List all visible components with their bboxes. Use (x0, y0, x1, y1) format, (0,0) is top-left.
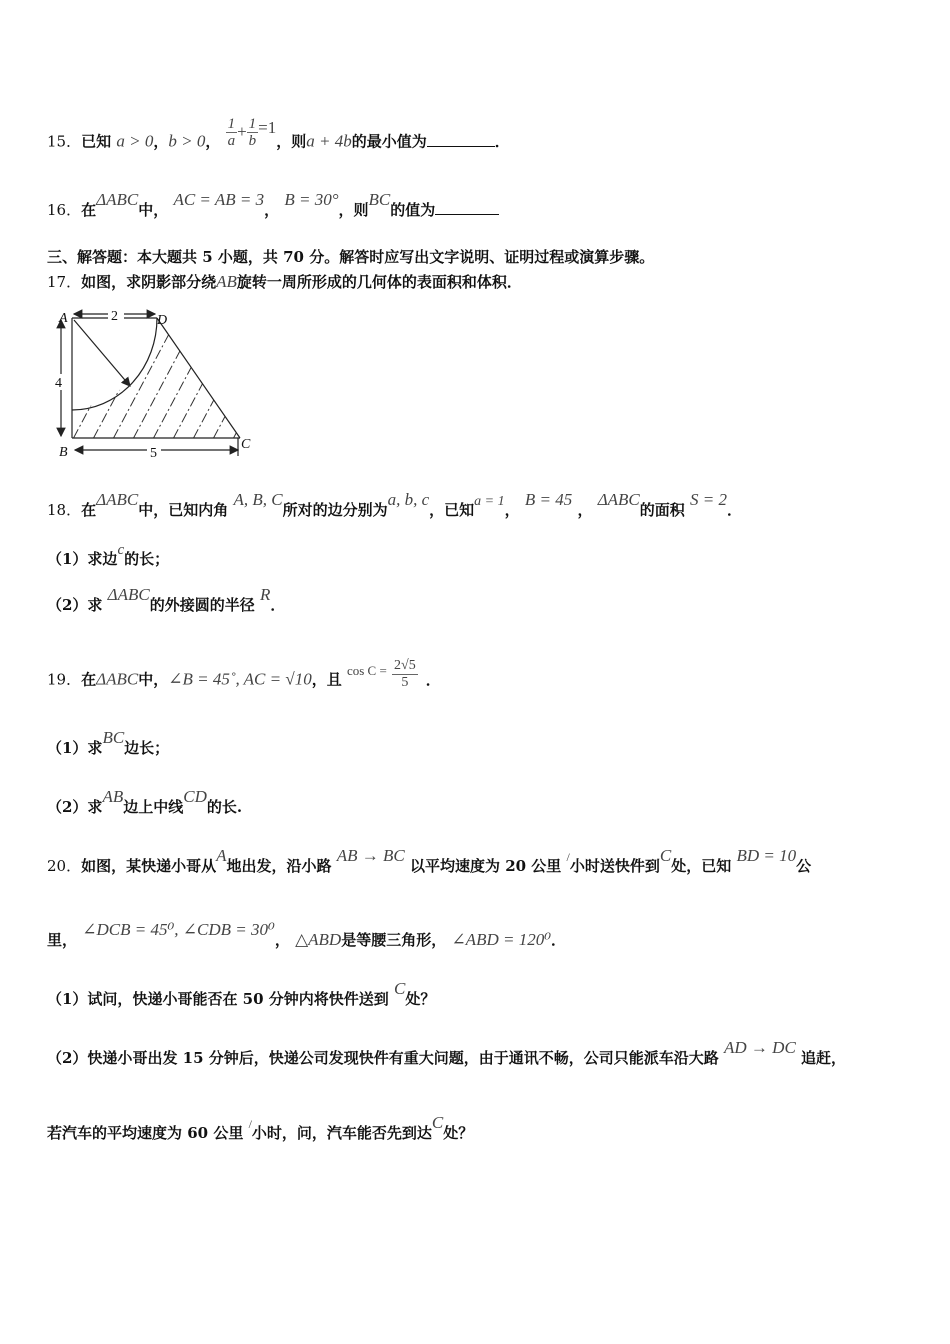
math: A, B, C (233, 490, 283, 509)
math: a, b, c (387, 490, 430, 509)
math: c (117, 542, 125, 558)
text: ， (577, 501, 593, 519)
label-C: C (241, 437, 251, 452)
math: ΔABC (96, 190, 139, 209)
text: 小时送快件到 (569, 857, 660, 875)
question-20-line-2 (47, 920, 567, 950)
text: 所对的边分别为 (282, 501, 388, 519)
text: 在 (81, 201, 97, 219)
math: b > 0 (168, 131, 206, 151)
radius-arrow (74, 320, 130, 386)
math: △ABD (295, 930, 342, 949)
text: 在 (81, 670, 97, 689)
text: 的外接圆的半径 (149, 596, 255, 614)
question-17-figure (45, 304, 260, 464)
text: ，已知 (429, 501, 475, 519)
text: 在 (81, 501, 97, 519)
math: a > 0 (116, 131, 154, 151)
text: ， (153, 132, 169, 151)
question-20-part-1 (47, 979, 436, 1009)
question-number: 17． (47, 273, 82, 291)
answer-blank[interactable] (435, 202, 499, 215)
math: C (431, 1113, 444, 1132)
math: + (237, 121, 247, 141)
text: ，且 (311, 670, 342, 689)
text: ， (205, 132, 221, 151)
text: 的最小值为 (351, 132, 427, 151)
text: ，则 (338, 201, 369, 219)
question-18 (47, 490, 743, 520)
math: ∠ABD = 120⁰ (451, 930, 552, 949)
text: ． (270, 596, 286, 614)
text: （2）快递小哥出发 15 分钟后，快递公司发现快件有重大问题，由于通讯不畅，公司只能派车沿大路 (47, 1049, 719, 1067)
text: 处，已知 (671, 857, 732, 875)
text: ． (727, 501, 743, 519)
segment-DC (157, 318, 240, 438)
label-left-length: 4 (55, 376, 62, 391)
question-number: 19． (47, 670, 82, 689)
text: 地出发，沿小路 (226, 857, 332, 875)
text: ， (274, 931, 290, 949)
math: C (394, 979, 406, 998)
question-number: 20． (47, 857, 82, 875)
section-heading: 三、解答题：本大题共 5 小题，共 70 分。解答时应写出文字说明、证明过程或演算步骤。 (47, 248, 655, 266)
text: 追赶， (801, 1049, 847, 1067)
question-19-part-1 (47, 728, 170, 758)
label-B: B (59, 445, 68, 460)
question-19-part-2 (47, 787, 243, 817)
question-number: 16． (47, 201, 82, 219)
text: 处？ (405, 990, 436, 1008)
question-15 (47, 116, 510, 159)
math: / (248, 1117, 252, 1131)
text: 以平均速度为 20 公里 (409, 857, 562, 875)
question-18-part-2 (47, 585, 286, 615)
label-A: A (59, 311, 68, 326)
math: B = 45 (524, 490, 573, 509)
math: ∠B = 45˚, AC = √10 (168, 669, 312, 689)
math: CD (183, 787, 207, 806)
text: （2）求 (47, 798, 103, 816)
math: ΔABC (597, 490, 640, 509)
math: AC = AB = 3 (173, 190, 265, 209)
text: 的面积 (639, 501, 685, 519)
label-bottom-length: 5 (150, 446, 157, 461)
question-17 (47, 271, 522, 292)
text: （1）试问，快递小哥能否在 50 分钟内将快件送到 (47, 990, 389, 1008)
text: 旋转一周所形成的几何体的表面积和体积． (236, 273, 522, 291)
text: 中， (138, 670, 169, 689)
text: （2）求 (47, 596, 103, 614)
text: 若汽车的平均速度为 60 公里 (47, 1124, 244, 1142)
fraction-denominator: b (248, 133, 257, 149)
math: ΔABC (96, 669, 139, 689)
text: ，则 (276, 132, 307, 151)
question-20-part-2 (47, 1038, 847, 1068)
question-number: 18． (47, 501, 82, 519)
label-D: D (157, 313, 168, 328)
fraction-numerator: 1 (227, 116, 236, 132)
text: 小时，问，汽车能否先到达 (251, 1124, 432, 1142)
fraction-numerator: 1 (248, 116, 257, 132)
question-20 (47, 846, 812, 876)
math: a + 4b (306, 131, 352, 151)
fraction (392, 658, 418, 691)
math: C (659, 846, 672, 865)
math: A (216, 846, 227, 865)
text: ． (494, 132, 510, 151)
text: （1）求边 (47, 550, 118, 568)
text: 公 (796, 857, 812, 875)
text: 的值为 (390, 201, 436, 219)
math: a = 1 (474, 494, 505, 509)
question-19 (47, 658, 441, 697)
question-18-part-1 (47, 542, 170, 569)
text: 已知 (81, 132, 112, 151)
text: 处？ (443, 1124, 474, 1142)
text: ， (264, 201, 280, 219)
text: ． (425, 670, 441, 689)
fraction (247, 116, 259, 149)
text: （1）求 (47, 739, 103, 757)
text: 里， (47, 931, 78, 949)
fraction-numerator: 2√5 (394, 658, 416, 673)
math: ΔABC (96, 490, 139, 509)
text: 边上中线 (123, 798, 184, 816)
math: BC (368, 190, 391, 209)
text: 边长； (124, 739, 170, 757)
text: 如图，求阴影部分绕 (81, 273, 217, 291)
math: cos C = (346, 662, 387, 678)
text: ， (504, 501, 520, 519)
question-16 (47, 190, 499, 220)
math: ∠DCB = 45⁰, ∠CDB = 30⁰ (82, 920, 275, 939)
fraction-denominator: a (227, 133, 236, 149)
text: 中，已知内角 (138, 501, 229, 519)
math: S = 2 (690, 490, 728, 509)
text: ． (551, 931, 567, 949)
text: 的长； (124, 550, 170, 568)
text: 中， (138, 201, 169, 219)
text: 是等腰三角形， (341, 931, 447, 949)
answer-blank[interactable] (427, 134, 495, 147)
text: 的长. (206, 798, 243, 816)
label-top-length: 2 (111, 309, 118, 324)
question-20-part-2-cont (47, 1113, 474, 1143)
math: AB (102, 787, 124, 806)
math: BC (102, 728, 125, 747)
fraction (226, 116, 238, 149)
math: AB → BC (336, 846, 405, 865)
math: R (260, 585, 271, 604)
text: 如图，某快递小哥从 (81, 857, 217, 875)
fraction-denominator: 5 (401, 675, 409, 690)
question-number: 15． (47, 132, 82, 151)
math: =1 (258, 117, 277, 137)
math: ΔABC (107, 585, 150, 604)
math: B = 30° (284, 190, 339, 209)
math: AB (216, 272, 237, 291)
math: / (566, 850, 570, 864)
math: AD → DC (724, 1038, 796, 1057)
math: BD = 10 (736, 846, 797, 865)
